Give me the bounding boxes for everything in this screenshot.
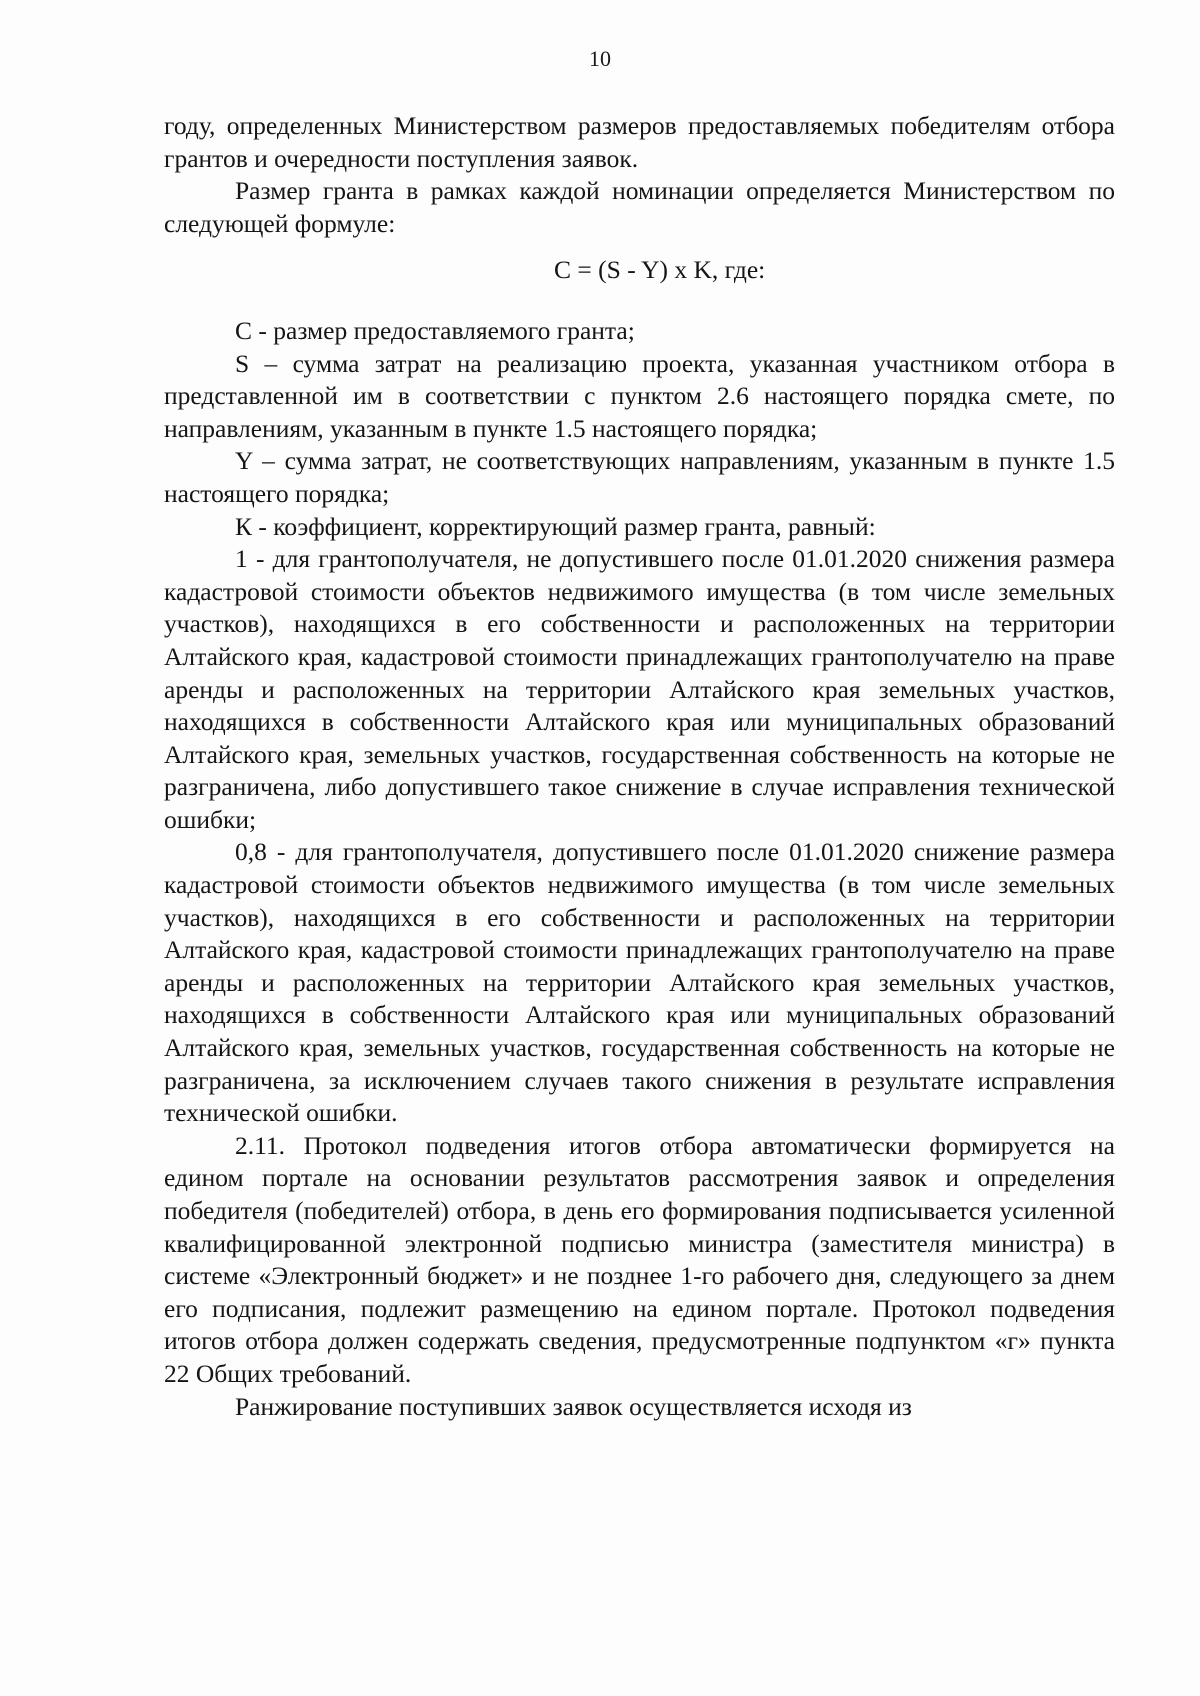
paragraph-s-definition: S – сумма затрат на реализацию проекта, указанная участником отбора в представленной им в соответствии с пунктом 2.6 настоящего порядка смете, по направлениям, указанным в пункте 1.5 настоящего порядка; — [164, 348, 1115, 443]
paragraph-coefficient-1: 1 - для грантополучателя, не допустившего после 01.01.2020 снижения размера кадастровой стоимости объектов недвижимого имущества (в том числе земельных участков), находящихся в его собственности и расположенных на территории Алтайского края, кадастровой стоимости принадлежащих грантополучателю на праве аренды и расположенных на территории Алтайского края земельных участков, находящихся в собственности Алтайского края или муниципальных образований Алтайского края, земельных участков, государственная собственность на которые не разграничена, либо допустившего такое снижение в случае исправления технической ошибки; — [164, 544, 1115, 834]
paragraph-y-definition: Y – сумма затрат, не соответствующих направлениям, указанным в пункте 1.5 настоящего порядка; — [164, 446, 1115, 508]
paragraph-continuation: году, определенных Министерством размеров предоставляемых победителям отбора грантов и очередности поступления заявок. — [164, 111, 1115, 173]
paragraph-c-definition: C - размер предоставляемого гранта; — [235, 315, 635, 345]
page-number: 10 — [589, 46, 611, 71]
paragraph-grant-size: Размер гранта в рамках каждой номинации определяется Министерством по следующей формуле: — [164, 176, 1115, 238]
paragraph-ranking: Ранжирование поступивших заявок осуществляется исходя из — [235, 1391, 912, 1421]
paragraph-k-definition: К - коэффициент, корректирующий размер гранта, равный: — [235, 511, 876, 541]
paragraph-section-2-11: 2.11. Протокол подведения итогов отбора автоматически формируется на едином портале на основании результатов рассмотрения заявок и определения победителя (победителей) отбора, в день его формирования подписывается усиленной квалифицированной электронной подписью министра (заместителя министра) в системе «Электронный бюджет» и не позднее 1-го рабочего дня, следующего за днем его подписания, подлежит размещению на едином портале. Протокол подведения итогов отбора должен содержать сведения, предусмотренные подпунктом «г» пункта 22 Общих требований. — [164, 1130, 1115, 1388]
grant-formula: C = (S - Y) x K, где: — [554, 255, 766, 285]
paragraph-coefficient-0-8: 0,8 - для грантополучателя, допустившего после 01.01.2020 снижение размера кадастровой стоимости объектов недвижимого имущества (в том числе земельных участков), находящихся в его собственности и расположенных на территории Алтайского края, кадастровой стоимости принадлежащих грантополучателю на праве аренды и расположенных на территории Алтайского края земельных участков, находящихся в собственности Алтайского края или муниципальных образований Алтайского края, земельных участков, государственная собственность на которые не разграничена, за исключением случаев такого снижения в результате исправления технической ошибки. — [164, 837, 1115, 1128]
document-body — [164, 110, 1115, 1423]
